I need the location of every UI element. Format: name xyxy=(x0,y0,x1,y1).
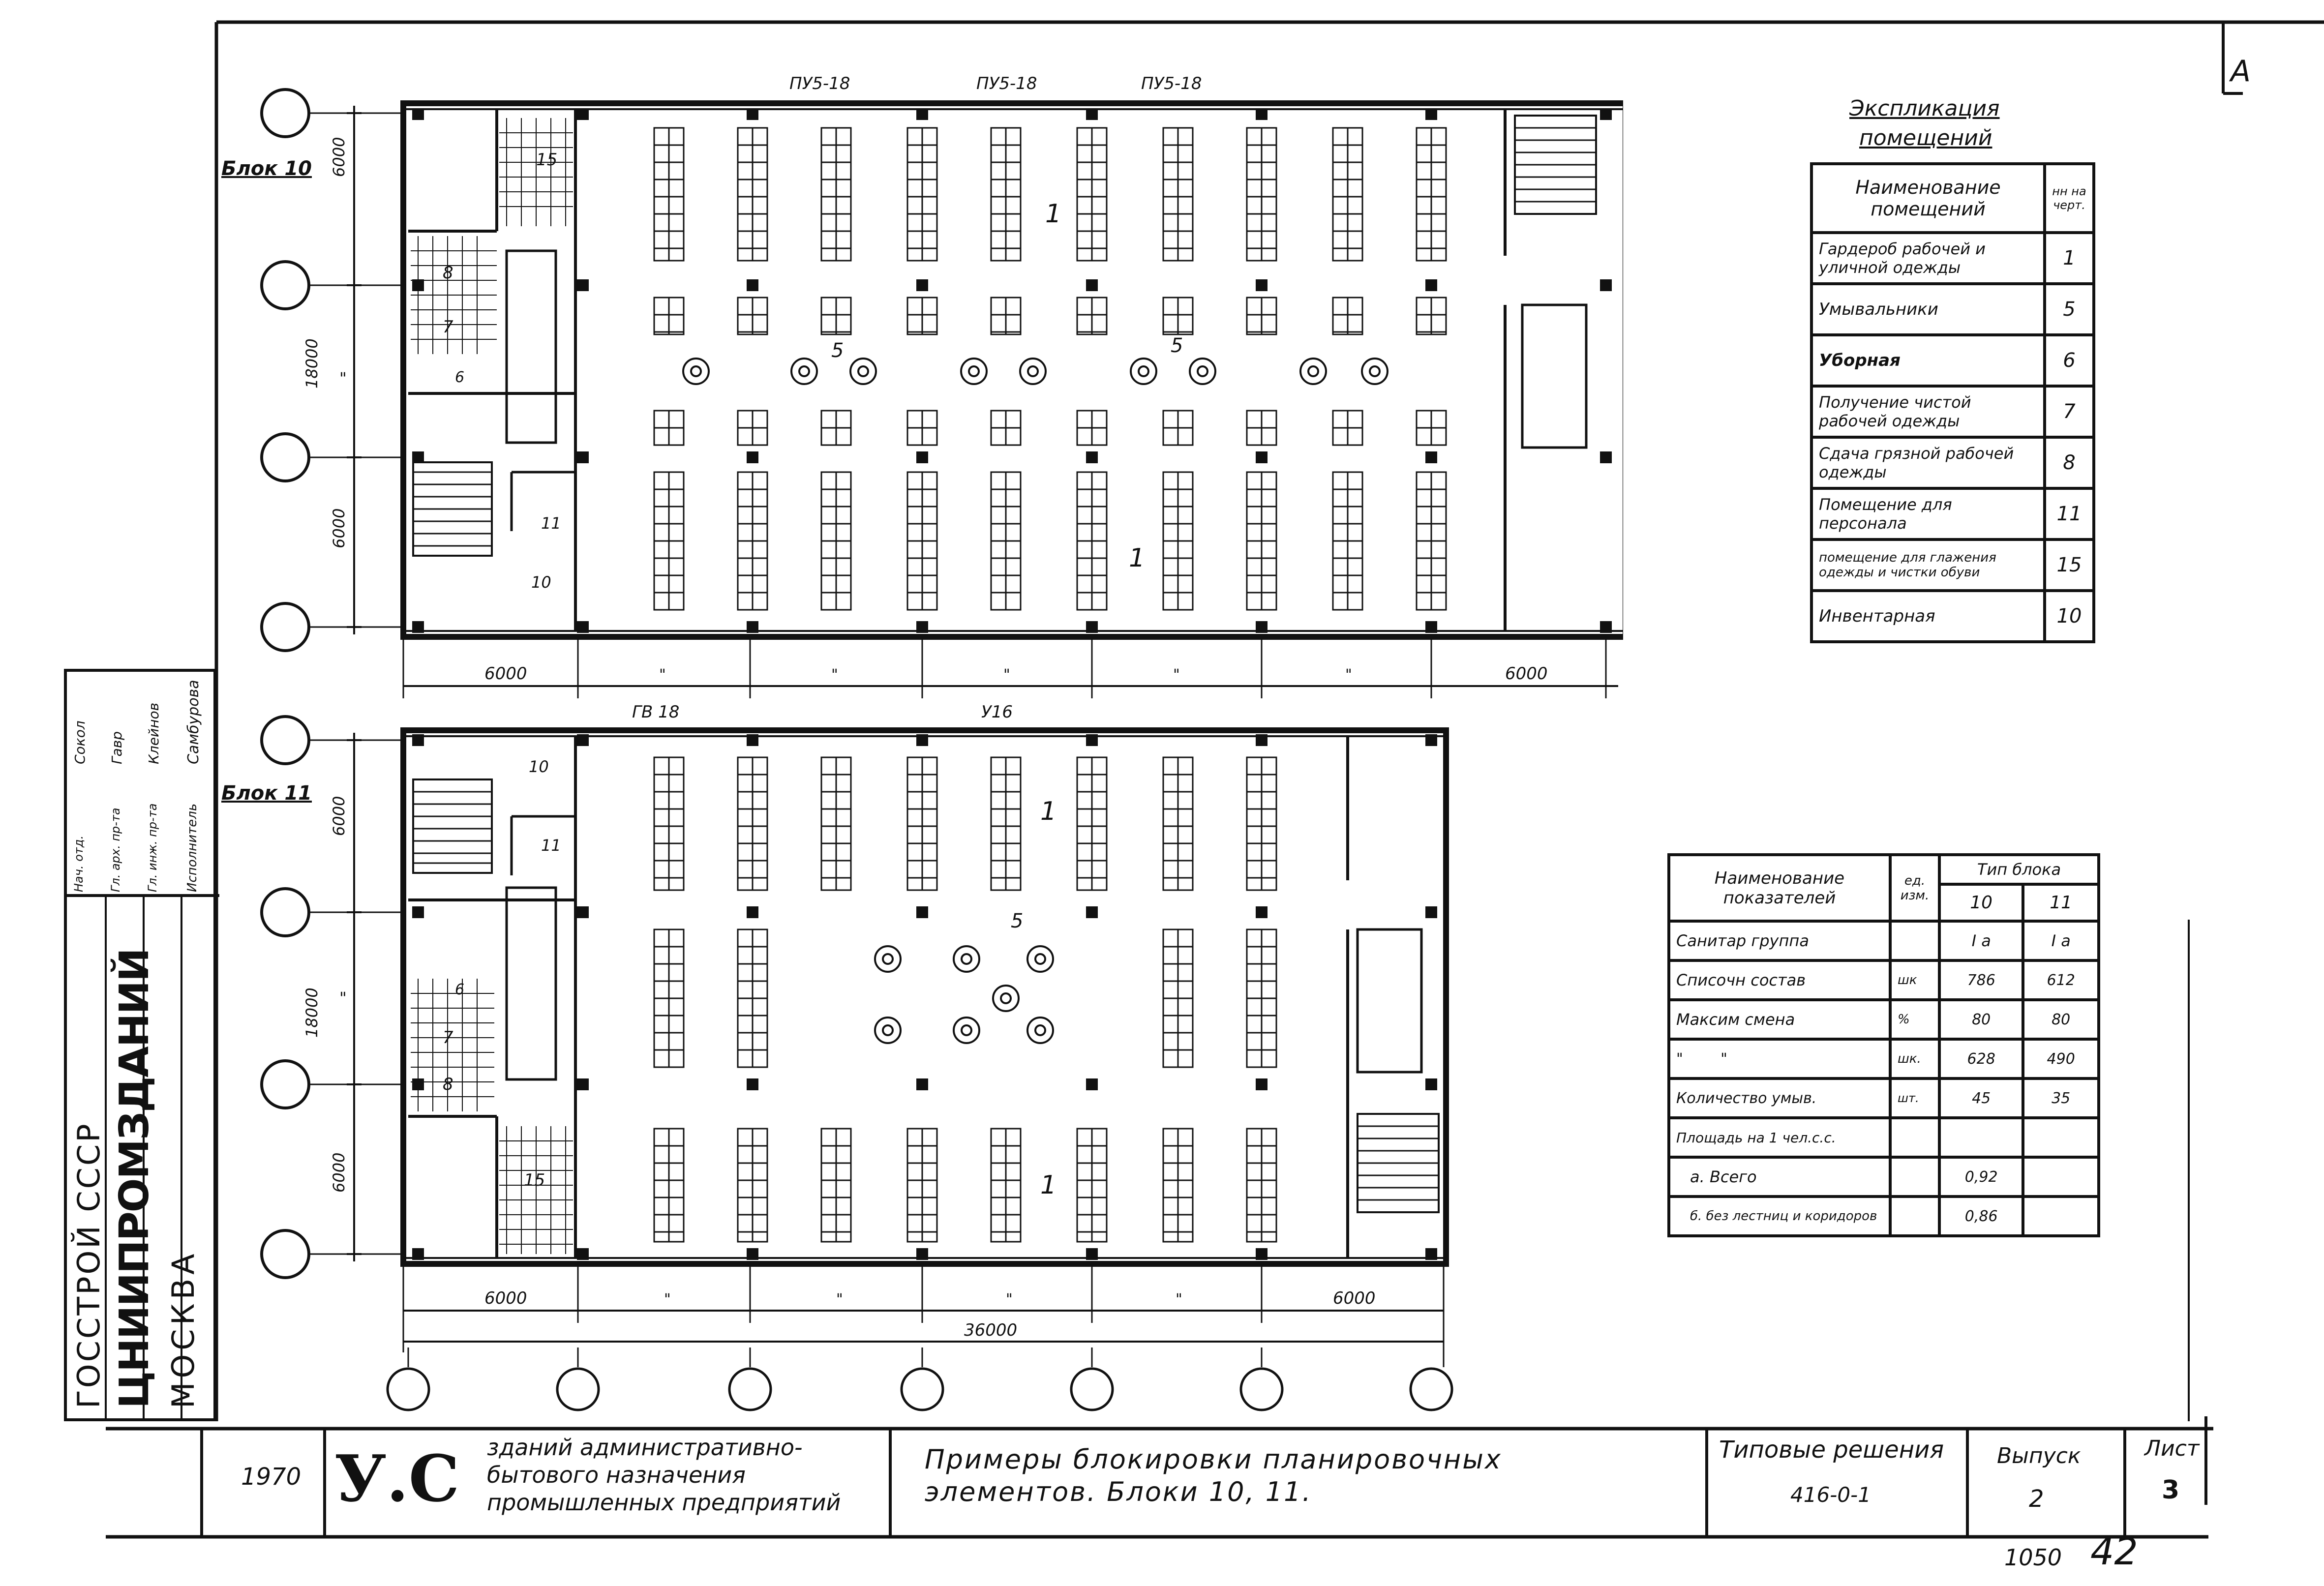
column-mark xyxy=(1086,906,1098,918)
room-10: 10 xyxy=(531,573,551,592)
b11-room-5: 5 xyxy=(1011,910,1024,932)
explication-row-num: 1 xyxy=(2045,233,2094,284)
indicators-row-name: " " xyxy=(1669,1039,1890,1078)
column-mark xyxy=(412,1248,424,1260)
series-label: Типовые решения xyxy=(1719,1436,1944,1464)
indicators-col-b: 11 xyxy=(2023,884,2099,921)
indicators-row-b xyxy=(2023,1197,2099,1236)
indicators-row-unit: шт. xyxy=(1890,1078,1939,1118)
sheet-num: 3 xyxy=(2162,1475,2180,1505)
explication-row-num: 10 xyxy=(2045,591,2094,642)
explication-table xyxy=(1810,162,2095,643)
block11-lintel-2: У16 xyxy=(981,702,1013,722)
indicators-row-unit: шк. xyxy=(1890,1039,1939,1078)
block11-dim-bottom-4: " xyxy=(1006,1291,1013,1308)
column-mark xyxy=(916,108,928,120)
b11-room-15: 15 xyxy=(524,1170,545,1190)
indicators-row-b: 80 xyxy=(2023,1000,2099,1039)
block10-dim-left-4: 6000 xyxy=(330,508,348,548)
block10-dim-bottom-5: " xyxy=(1173,666,1180,684)
indicators-row-b xyxy=(2023,1118,2099,1157)
indicators-head-name: Наименование показателей xyxy=(1669,855,1890,921)
block10-label: Блок 10 xyxy=(221,157,312,180)
column-mark xyxy=(916,451,928,463)
explication-row-num: 7 xyxy=(2045,386,2094,437)
indicators-row-b: 612 xyxy=(2023,960,2099,1000)
block10-lintel-3: ПУ5-18 xyxy=(1141,74,1202,93)
stamp-name-4: Самбурова xyxy=(185,680,202,764)
column-mark xyxy=(1256,1248,1268,1260)
column-mark xyxy=(1256,108,1268,120)
column-mark xyxy=(747,1078,758,1090)
block10-dim-left-1: 6000 xyxy=(330,137,348,177)
column-mark xyxy=(916,1248,928,1260)
column-mark xyxy=(916,621,928,633)
column-mark xyxy=(1425,1078,1437,1090)
explication-row-num: 8 xyxy=(2045,437,2094,488)
column-mark xyxy=(412,451,424,463)
title-logo: У.С xyxy=(334,1441,460,1516)
column-mark xyxy=(1600,279,1612,291)
stamp-role-4: Исполнитель xyxy=(185,803,200,892)
b11-room-1-lower: 1 xyxy=(1040,1170,1057,1200)
stamp-name-2: Гавр xyxy=(109,731,125,764)
indicators-row-unit xyxy=(1890,1157,1939,1197)
column-mark xyxy=(1086,108,1098,120)
issue-label: Выпуск xyxy=(1997,1443,2081,1468)
column-mark xyxy=(1425,279,1437,291)
block10-dim-left-3: " xyxy=(339,369,347,388)
room-5-left: 5 xyxy=(831,339,844,362)
block10-dim-bottom-2: " xyxy=(659,666,666,684)
stamp-org-1: ГОССТРОЙ СССР xyxy=(71,1122,107,1408)
indicators-head-type: Тип блока xyxy=(1939,855,2099,884)
indicators-row-name: Площадь на 1 чел.с.с. xyxy=(1669,1118,1890,1157)
column-mark xyxy=(1256,279,1268,291)
room-7: 7 xyxy=(443,317,453,337)
column-mark xyxy=(1086,621,1098,633)
b11-room-10: 10 xyxy=(529,757,549,776)
explication-row-name: Гардероб рабочей и уличной одежды xyxy=(1811,233,2045,284)
room-5-right: 5 xyxy=(1171,334,1183,357)
stamp-role-3: Гл. инж. пр-та xyxy=(146,803,159,892)
indicators-row-name: Санитар группа xyxy=(1669,921,1890,960)
block10-dim-bottom-6: " xyxy=(1345,666,1352,684)
indicators-row-name: Количество умыв. xyxy=(1669,1078,1890,1118)
explication-row-name: Уборная xyxy=(1811,335,2045,386)
corner-mark: A xyxy=(2231,54,2251,89)
indicators-row-name: Списочн состав xyxy=(1669,960,1890,1000)
room-1-lower: 1 xyxy=(1129,543,1146,573)
indicators-row-a: 628 xyxy=(1939,1039,2023,1078)
column-mark xyxy=(747,279,758,291)
column-mark xyxy=(1086,1078,1098,1090)
block11-dim-bottom-3: " xyxy=(836,1291,843,1308)
block11-plan xyxy=(0,702,1476,1411)
indicators-table xyxy=(1667,853,2100,1237)
column-mark xyxy=(577,621,589,633)
column-mark xyxy=(412,621,424,633)
column-mark xyxy=(1256,1078,1268,1090)
room-15: 15 xyxy=(536,150,558,170)
column-mark xyxy=(1256,621,1268,633)
indicators-row-b: 35 xyxy=(2023,1078,2099,1118)
column-mark xyxy=(1086,734,1098,746)
series-code: 416-0-1 xyxy=(1790,1483,1871,1507)
block10-dim-left-2: 18000 xyxy=(302,338,321,389)
room-1-upper: 1 xyxy=(1045,199,1062,229)
stamp-role-2: Гл. арх. пр-та xyxy=(109,808,122,892)
column-mark xyxy=(1425,621,1437,633)
indicators-row-unit: % xyxy=(1890,1000,1939,1039)
column-mark xyxy=(412,279,424,291)
column-mark xyxy=(916,279,928,291)
block11-drawing xyxy=(0,713,1476,1411)
column-mark xyxy=(1086,279,1098,291)
column-mark xyxy=(1425,1248,1437,1260)
column-mark xyxy=(577,1248,589,1260)
explication-row-num: 15 xyxy=(2045,539,2094,591)
block11-dim-bottom-1: 6000 xyxy=(484,1288,527,1308)
column-mark xyxy=(1256,734,1268,746)
room-8: 8 xyxy=(443,263,453,283)
column-mark xyxy=(412,906,424,918)
block11-label: Блок 11 xyxy=(221,782,312,805)
room-11: 11 xyxy=(541,514,561,533)
column-mark xyxy=(577,279,589,291)
column-mark xyxy=(1600,451,1612,463)
room-6: 6 xyxy=(455,369,465,386)
column-mark xyxy=(1086,1248,1098,1260)
sheet-label: Лист xyxy=(2144,1436,2200,1461)
stamp-name-3: Клейнов xyxy=(146,702,162,764)
indicators-row-a: 0,92 xyxy=(1939,1157,2023,1197)
column-mark xyxy=(577,108,589,120)
column-mark xyxy=(412,108,424,120)
explication-head-name: Наименование помещений xyxy=(1811,164,2045,233)
block10-drawing xyxy=(0,0,1623,713)
stamp-name-1: Сокол xyxy=(72,720,88,764)
block11-dim-bottom-5: " xyxy=(1176,1291,1182,1308)
indicators-row-a: I a xyxy=(1939,921,2023,960)
column-mark xyxy=(1425,451,1437,463)
title-main: Примеры блокировки планировочных элементов. Блоки 10, 11. xyxy=(925,1444,1502,1507)
column-mark xyxy=(747,1248,758,1260)
column-mark xyxy=(1256,451,1268,463)
column-mark xyxy=(1086,451,1098,463)
page-num: 42 xyxy=(2090,1529,2138,1573)
indicators-row-b: I a xyxy=(2023,921,2099,960)
column-mark xyxy=(916,1078,928,1090)
stamp-role-1: Нач. отд. xyxy=(72,835,86,892)
column-mark xyxy=(1600,621,1612,633)
b11-room-6: 6 xyxy=(455,981,465,998)
column-mark xyxy=(747,621,758,633)
column-mark xyxy=(1425,906,1437,918)
indicators-row-name: а. Всего xyxy=(1669,1157,1890,1197)
block10-dim-bottom-1: 6000 xyxy=(484,664,527,684)
block11-dim-left-1: 6000 xyxy=(330,796,348,836)
side-stamp xyxy=(64,669,216,1421)
block10-lintel-2: ПУ5-18 xyxy=(976,74,1037,93)
block11-dim-bottom-2: " xyxy=(664,1291,671,1308)
indicators-row-b xyxy=(2023,1157,2099,1197)
column-mark xyxy=(1256,906,1268,918)
block10-dim-bottom-8: 6000 xyxy=(1505,664,1548,684)
indicators-col-a: 10 xyxy=(1939,884,2023,921)
block11-dim-left-2: 18000 xyxy=(302,988,321,1038)
explication-row-num: 5 xyxy=(2045,284,2094,335)
stamp-org-2: ЦНИИПРОМЗДАНИЙ xyxy=(111,949,158,1408)
title-year: 1970 xyxy=(241,1463,302,1491)
explication-row-name: Инвентарная xyxy=(1811,591,2045,642)
block10-lintel-1: ПУ5-18 xyxy=(789,74,850,93)
indicators-row-b: 490 xyxy=(2023,1039,2099,1078)
explication-row-name: Помещение для персонала xyxy=(1811,488,2045,539)
issue-num: 2 xyxy=(2029,1485,2044,1513)
column-mark xyxy=(747,451,758,463)
block11-dim-bottom-6: 6000 xyxy=(1333,1288,1376,1308)
indicators-row-a xyxy=(1939,1118,2023,1157)
explication-title-2: помещений xyxy=(1859,125,1992,150)
block11-lintel-1: ГВ 18 xyxy=(632,702,680,722)
explication-row-name: Сдача грязной рабочей одежды xyxy=(1811,437,2045,488)
b11-room-8: 8 xyxy=(443,1075,453,1094)
column-mark xyxy=(747,108,758,120)
block10-dim-bottom-4: " xyxy=(1003,666,1010,684)
explication-row-name: Получение чистой рабочей одежды xyxy=(1811,386,2045,437)
column-mark xyxy=(577,451,589,463)
column-mark xyxy=(577,734,589,746)
block11-dim-total: 36000 xyxy=(964,1320,1018,1340)
indicators-row-a: 45 xyxy=(1939,1078,2023,1118)
column-mark xyxy=(747,906,758,918)
stamp-org-3: МОСКВА xyxy=(165,1250,201,1408)
block11-dim-left-3: " xyxy=(339,988,347,1007)
explication-title-1: Экспликация xyxy=(1849,96,2000,121)
title-subject: зданий административно-бытового назначения промышленных предприятий xyxy=(487,1434,841,1516)
explication-row-num: 11 xyxy=(2045,488,2094,539)
column-mark xyxy=(577,1078,589,1090)
explication-head-num: нн на черт. xyxy=(2045,164,2094,233)
indicators-row-unit xyxy=(1890,921,1939,960)
indicators-row-unit xyxy=(1890,1118,1939,1157)
indicators-row-unit xyxy=(1890,1197,1939,1236)
column-mark xyxy=(916,734,928,746)
column-mark xyxy=(1600,108,1612,120)
sheet-note: 1050 xyxy=(2004,1544,2062,1571)
column-mark xyxy=(1425,108,1437,120)
indicators-row-name: б. без лестниц и коридоров xyxy=(1669,1197,1890,1236)
indicators-row-name: Максим смена xyxy=(1669,1000,1890,1039)
column-mark xyxy=(747,734,758,746)
explication-row-name: помещение для глажения одежды и чистки обуви xyxy=(1811,539,2045,591)
column-mark xyxy=(412,1078,424,1090)
column-mark xyxy=(577,906,589,918)
indicators-row-a: 80 xyxy=(1939,1000,2023,1039)
block11-dim-left-4: 6000 xyxy=(330,1152,348,1193)
block10-dim-bottom-3: " xyxy=(831,666,838,684)
indicators-row-a: 0,86 xyxy=(1939,1197,2023,1236)
b11-room-7: 7 xyxy=(443,1028,453,1047)
b11-room-11: 11 xyxy=(541,836,561,855)
block10-plan xyxy=(0,0,1623,713)
indicators-row-a: 786 xyxy=(1939,960,2023,1000)
column-mark xyxy=(916,906,928,918)
indicators-head-unit: ед. изм. xyxy=(1890,855,1939,921)
b11-room-1-upper: 1 xyxy=(1040,797,1057,826)
column-mark xyxy=(412,734,424,746)
explication-row-name: Умывальники xyxy=(1811,284,2045,335)
explication-row-num: 6 xyxy=(2045,335,2094,386)
indicators-row-unit: шк xyxy=(1890,960,1939,1000)
column-mark xyxy=(1425,734,1437,746)
